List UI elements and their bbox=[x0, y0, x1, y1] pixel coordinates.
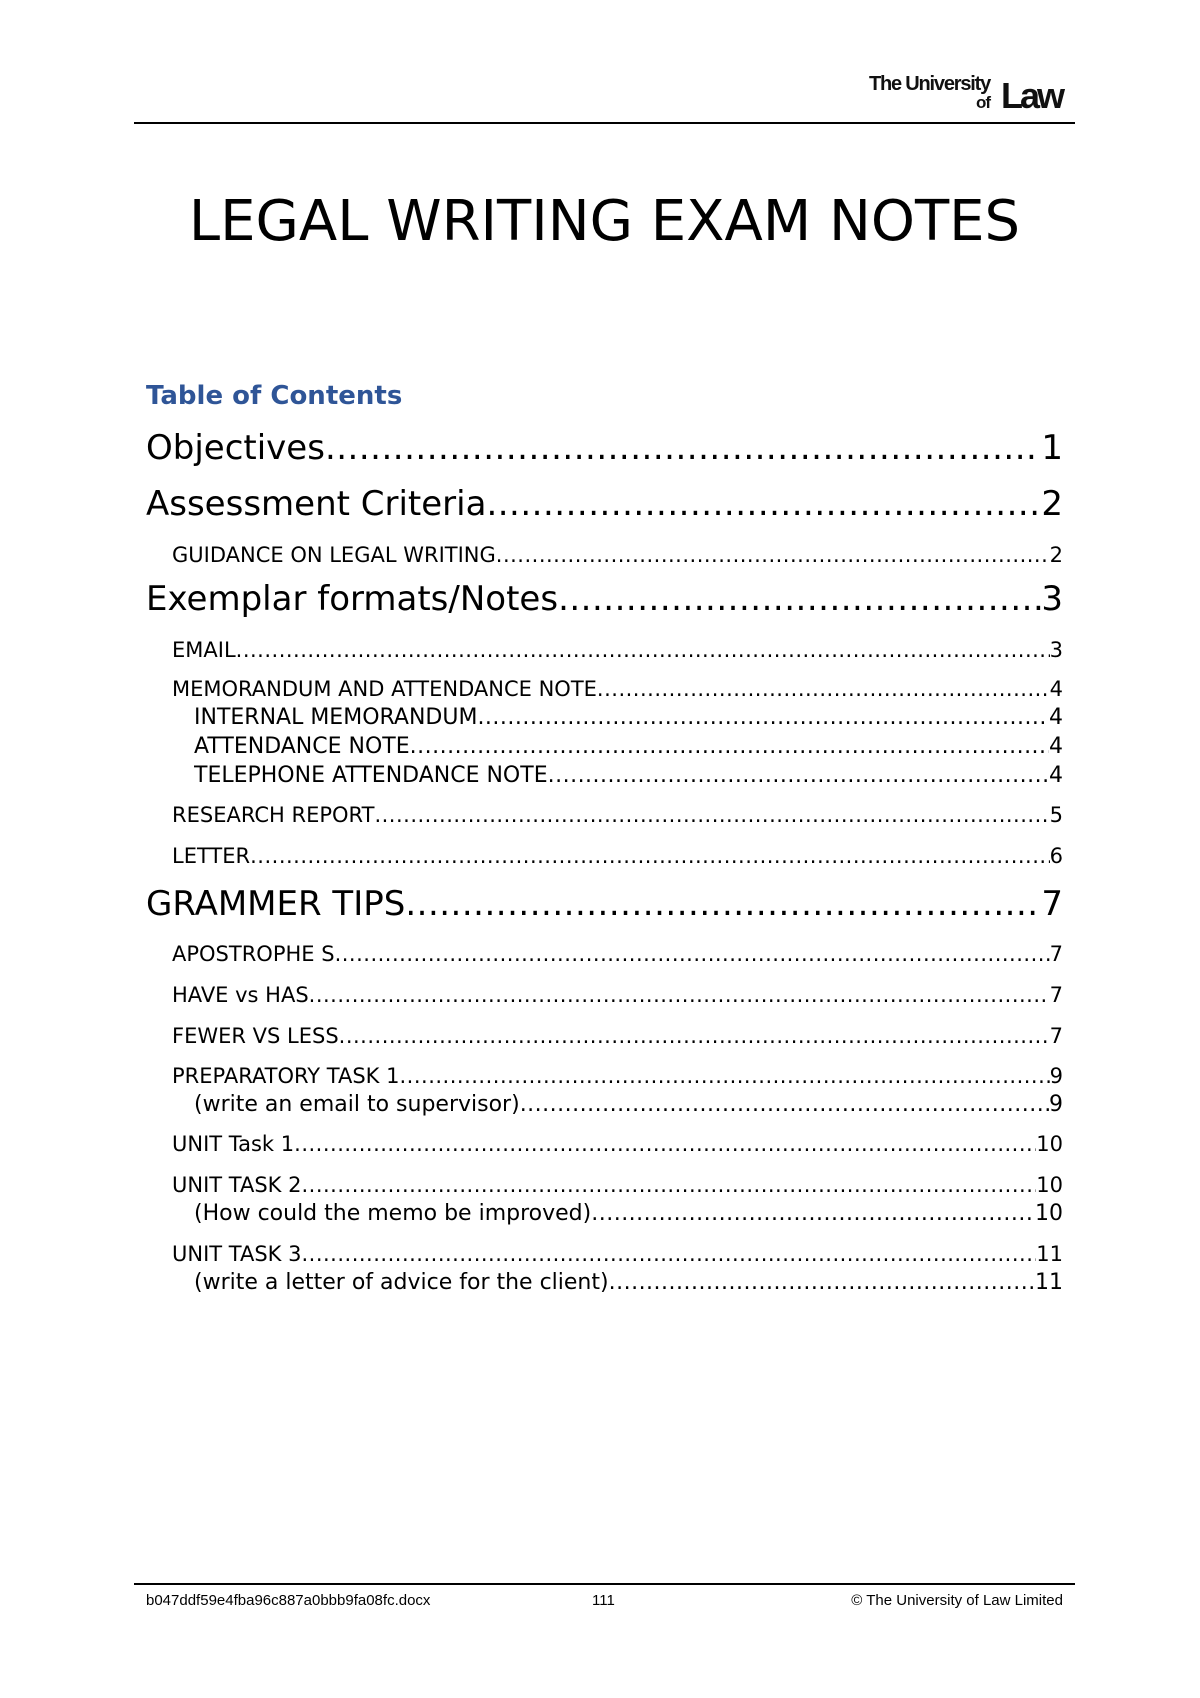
toc-leader-dots bbox=[609, 1269, 1035, 1297]
toc-entry-exemplar-formats[interactable] bbox=[146, 579, 1063, 619]
toc-entry-page: 5 bbox=[1049, 803, 1063, 827]
toc-entry-text: LETTER bbox=[172, 844, 251, 868]
toc-entry-page: 7 bbox=[1049, 942, 1063, 966]
toc-entry-grammer-tips[interactable] bbox=[146, 884, 1063, 924]
toc-leader-dots bbox=[339, 1022, 1050, 1050]
toc-entry-text: UNIT TASK 2 bbox=[172, 1173, 302, 1197]
toc-entry-text: PREPARATORY TASK 1 bbox=[172, 1064, 400, 1088]
footer-page-number: 111 bbox=[592, 1592, 615, 1609]
toc-entry-page: 10 bbox=[1035, 1201, 1063, 1226]
toc-leader-dots bbox=[301, 1171, 1036, 1199]
toc-entry-page: 2 bbox=[1041, 484, 1063, 524]
toc-leader-dots bbox=[400, 1062, 1050, 1090]
toc-entry-letter[interactable] bbox=[172, 842, 1063, 870]
toc-leader-dots bbox=[486, 484, 1041, 524]
toc-leader-dots bbox=[294, 1130, 1036, 1158]
toc-leader-dots bbox=[558, 579, 1041, 619]
toc-entry-text: TELEPHONE ATTENDANCE NOTE bbox=[194, 763, 548, 788]
toc-entry-text: HAVE vs HAS bbox=[172, 983, 309, 1007]
toc-entry-assessment-criteria[interactable] bbox=[146, 484, 1063, 524]
toc-entry-text: INTERNAL MEMORANDUM bbox=[194, 705, 478, 730]
toc-entry-telephone-attendance-note[interactable] bbox=[194, 762, 1063, 790]
toc-leader-dots bbox=[374, 801, 1049, 829]
toc-leader-dots bbox=[520, 1091, 1049, 1119]
toc-heading: Table of Contents bbox=[146, 381, 403, 411]
toc-entry-text: Exemplar formats/Notes bbox=[146, 579, 559, 619]
footer-divider bbox=[134, 1583, 1075, 1585]
toc-entry-page: 1 bbox=[1041, 428, 1063, 468]
toc-entry-preparatory-task-1[interactable] bbox=[172, 1062, 1063, 1090]
toc-entry-page: 3 bbox=[1049, 638, 1063, 662]
toc-entry-text: UNIT TASK 3 bbox=[172, 1242, 302, 1266]
toc-entry-text: APOSTROPHE S bbox=[172, 942, 335, 966]
toc-entry-page: 10 bbox=[1036, 1132, 1063, 1156]
toc-leader-dots bbox=[405, 884, 1041, 924]
toc-entry-objectives[interactable] bbox=[146, 428, 1063, 468]
toc-leader-dots bbox=[496, 541, 1050, 569]
university-logo bbox=[852, 74, 1062, 114]
toc-entry-page: 6 bbox=[1049, 844, 1063, 868]
toc-entry-text: GUIDANCE ON LEGAL WRITING bbox=[172, 543, 496, 567]
toc-entry-page: 3 bbox=[1041, 579, 1063, 619]
document-title: LEGAL WRITING EXAM NOTES bbox=[188, 188, 1021, 254]
toc-leader-dots bbox=[597, 675, 1050, 703]
toc-entry-page: 4 bbox=[1049, 705, 1063, 730]
toc-leader-dots bbox=[591, 1200, 1035, 1228]
toc-entry-text: MEMORANDUM AND ATTENDANCE NOTE bbox=[172, 677, 597, 701]
toc-entry-text: (How could the memo be improved) bbox=[194, 1201, 592, 1226]
logo-line-of: of bbox=[975, 93, 990, 112]
logo-line-law: Law bbox=[1000, 75, 1062, 116]
toc-leader-dots bbox=[335, 940, 1050, 968]
toc-entry-text: UNIT Task 1 bbox=[172, 1132, 295, 1156]
footer-filename: b047ddf59e4fba96c887a0bbb9fa08fc.docx bbox=[146, 1592, 431, 1609]
toc-leader-dots bbox=[250, 842, 1050, 870]
header-divider bbox=[134, 122, 1075, 124]
toc-entry-guidance-on-legal-writing[interactable] bbox=[172, 541, 1063, 569]
toc-entry-fewer-vs-less[interactable] bbox=[172, 1022, 1063, 1050]
toc-entry-text: (write a letter of advice for the client) bbox=[194, 1270, 609, 1295]
toc-entry-page: 4 bbox=[1049, 734, 1063, 759]
toc-entry-write-letter-of-advice[interactable] bbox=[194, 1269, 1063, 1297]
toc-leader-dots bbox=[410, 733, 1049, 761]
toc-entry-write-email-to-supervisor[interactable] bbox=[194, 1091, 1063, 1119]
footer-copyright: © The University of Law Limited bbox=[851, 1592, 1063, 1609]
toc-entry-text: Objectives bbox=[146, 428, 325, 468]
toc-entry-text: FEWER VS LESS bbox=[172, 1024, 339, 1048]
toc-leader-dots bbox=[477, 704, 1049, 732]
toc-entry-page: 7 bbox=[1041, 884, 1063, 924]
toc-entry-page: 10 bbox=[1036, 1173, 1063, 1197]
toc-entry-text: RESEARCH REPORT bbox=[172, 803, 375, 827]
toc-entry-unit-task-2[interactable] bbox=[172, 1171, 1063, 1199]
toc-entry-text: GRAMMER TIPS bbox=[146, 884, 406, 924]
toc-entry-text: (write an email to supervisor) bbox=[194, 1092, 520, 1117]
toc-entry-text: EMAIL bbox=[172, 638, 236, 662]
toc-entry-page: 2 bbox=[1049, 543, 1063, 567]
toc-entry-unit-task-1[interactable] bbox=[172, 1130, 1063, 1158]
toc-entry-have-vs-has[interactable] bbox=[172, 981, 1063, 1009]
toc-entry-page: 9 bbox=[1049, 1064, 1063, 1088]
toc-entry-internal-memorandum[interactable] bbox=[194, 704, 1063, 732]
toc-entry-text: Assessment Criteria bbox=[146, 484, 487, 524]
toc-entry-page: 4 bbox=[1049, 677, 1063, 701]
toc-entry-page: 9 bbox=[1049, 1092, 1063, 1117]
logo-line-the-university: The University bbox=[868, 73, 990, 95]
toc-entry-page: 7 bbox=[1049, 1024, 1063, 1048]
toc-entry-how-could-memo-be-improved[interactable] bbox=[194, 1200, 1063, 1228]
toc-entry-apostrophe-s[interactable] bbox=[172, 940, 1063, 968]
toc-entry-page: 11 bbox=[1036, 1242, 1063, 1266]
toc-entry-page: 4 bbox=[1049, 763, 1063, 788]
toc-entry-page: 11 bbox=[1035, 1270, 1063, 1295]
toc-entry-memorandum-and-attendance-note[interactable] bbox=[172, 675, 1063, 703]
toc-leader-dots bbox=[309, 981, 1050, 1009]
toc-entry-text: ATTENDANCE NOTE bbox=[194, 734, 410, 759]
toc-leader-dots bbox=[301, 1240, 1036, 1268]
toc-entry-unit-task-3[interactable] bbox=[172, 1240, 1063, 1268]
toc-leader-dots bbox=[236, 636, 1050, 664]
toc-leader-dots bbox=[548, 762, 1049, 790]
toc-entry-page: 7 bbox=[1049, 983, 1063, 1007]
toc-entry-attendance-note[interactable] bbox=[194, 733, 1063, 761]
toc-entry-email[interactable] bbox=[172, 636, 1063, 664]
toc-entry-research-report[interactable] bbox=[172, 801, 1063, 829]
toc-leader-dots bbox=[325, 428, 1041, 468]
